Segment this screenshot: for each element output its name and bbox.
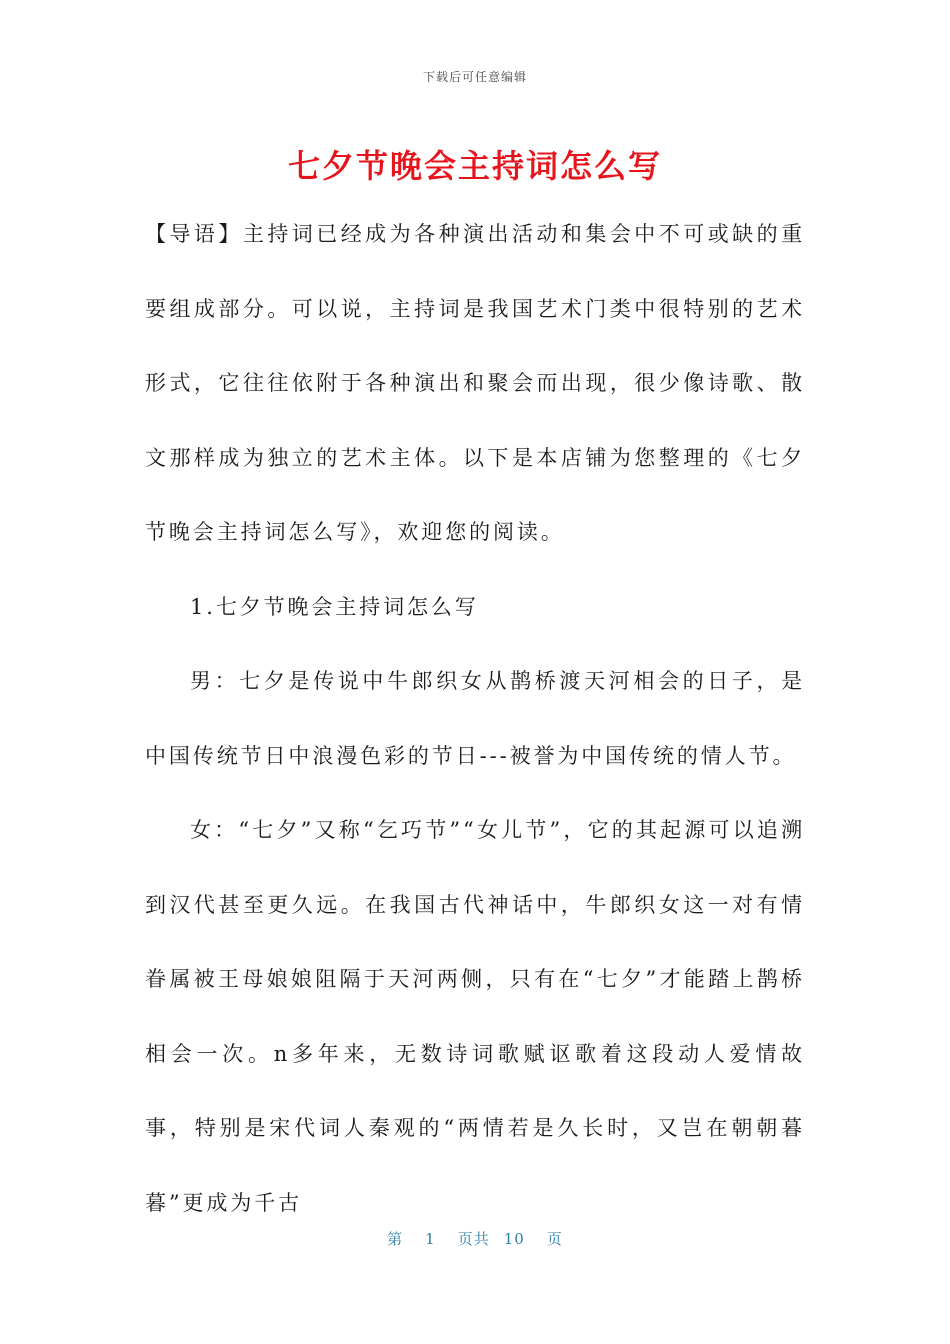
footer-suffix: 页 xyxy=(546,1230,563,1248)
footer-current-page: 1 xyxy=(425,1230,436,1248)
section-heading: 1.七夕节晚会主持词怎么写 xyxy=(190,594,479,619)
document-body xyxy=(145,197,805,1240)
footer-mid: 页共 xyxy=(457,1230,490,1248)
intro-paragraph: 【导语】主持词已经成为各种演出活动和集会中不可或缺的重要组成部分。可以说，主持词是我国艺术门类中很特别的艺术形式，它往往依附于各种演出和聚会而出现，很少像诗歌、散文那样成为独立的艺术主体。以下是本店铺为您整理的《七夕节晚会主持词怎么写》，欢迎您的阅读。 xyxy=(145,222,805,544)
footer-total-pages: 10 xyxy=(503,1230,525,1248)
document-title: 七夕节晚会主持词怎么写 xyxy=(287,147,662,185)
header-note: 下载后可任意编辑 xyxy=(422,70,527,84)
male-host-paragraph: 男：七夕是传说中牛郎织女从鹊桥渡天河相会的日子，是中国传统节日中浪漫色彩的节日---被誉为中国传统的情人节。 xyxy=(145,669,805,768)
female-host-paragraph: 女：“七夕”又称“乞巧节”“女儿节”，它的其起源可以追溯到汉代甚至更久远。在我国古代神话中，牛郎织女这一对有情眷属被王母娘娘阻隔于天河两侧，只有在“七夕”才能踏上鹊桥相会一次。n多年来，无数诗词歌赋讴歌着这段动人爱情故事，特别是宋代词人秦观的“两情若是久长时，又岂在朝朝暮暮”更成为千古 xyxy=(145,818,805,1215)
footer-prefix: 第 xyxy=(387,1230,404,1248)
page-footer xyxy=(0,1228,950,1249)
